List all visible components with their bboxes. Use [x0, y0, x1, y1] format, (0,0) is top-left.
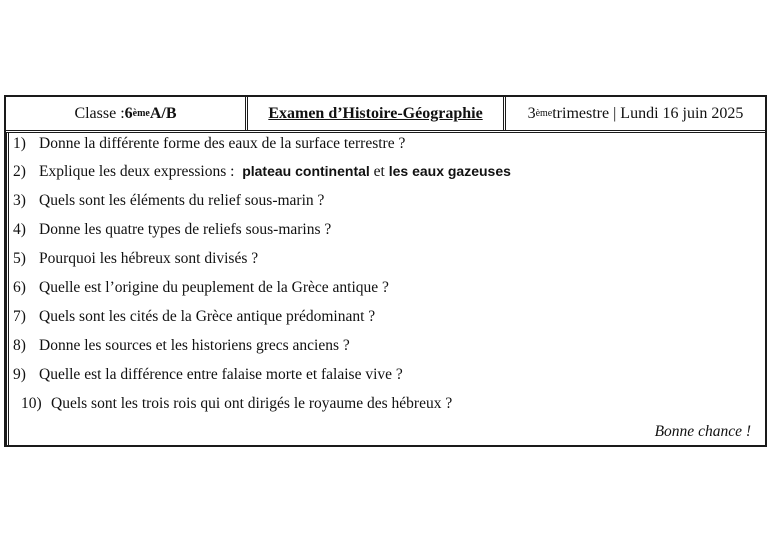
question-3: [13, 192, 324, 210]
question-text: Quels sont les trois rois qui ont dirigés le royaume des hébreux ?: [51, 395, 453, 412]
question-list: [6, 133, 765, 445]
question-text: Donne les sources et les historiens grecs anciens ?: [39, 337, 350, 354]
class-group: A/B: [149, 104, 177, 122]
signoff-text: Bonne chance !: [654, 423, 751, 440]
term-rest: trimestre | Lundi 16 juin 2025: [552, 104, 744, 122]
question-text: Quelle est l’origine du peuplement de la Grèce antique ?: [39, 279, 389, 296]
question-number: 3): [13, 192, 26, 209]
question-number: 5): [13, 250, 26, 267]
question-number: 4): [13, 221, 26, 238]
question-number: 1): [13, 135, 26, 152]
question-text: Quels sont les cités de la Grèce antique prédominant ?: [39, 308, 376, 325]
question-6: [13, 279, 389, 297]
exam-sheet: [4, 95, 767, 447]
question-7: [13, 308, 375, 326]
question-8: [13, 337, 350, 355]
question-10: [21, 395, 452, 413]
question-number: 7): [13, 308, 26, 325]
question-2: [13, 163, 511, 181]
exam-title: Examen d’Histoire-Géographie: [268, 104, 483, 122]
class-level: 6: [124, 104, 133, 122]
question-1: [13, 135, 405, 153]
question-number: 10): [21, 395, 42, 412]
question-9: [13, 366, 403, 384]
term-date-cell: 3 ème trimestre | Lundi 16 juin 2025: [527, 104, 744, 122]
question-4: [13, 221, 331, 239]
question-number: 9): [13, 366, 26, 383]
question-number: 6): [13, 279, 26, 296]
class-cell: Classe : 6 ème A/B: [6, 97, 248, 130]
question-text-mid: et: [369, 163, 389, 180]
question-text: Quelle est la différence entre falaise morte et falaise vive ?: [39, 366, 403, 383]
class-prefix: Classe :: [74, 104, 125, 122]
question-5: [13, 250, 258, 268]
question-text: Quels sont les éléments du relief sous-marin ?: [39, 192, 325, 209]
question-text: Donne les quatre types de reliefs sous-marins ?: [39, 221, 332, 238]
question-text: Explique les deux expressions :: [39, 163, 243, 180]
question-text: Pourquoi les hébreux sont divisés ?: [39, 250, 259, 267]
question-text: Donne la différente forme des eaux de la surface terrestre ?: [39, 135, 406, 152]
exam-header: [6, 97, 765, 133]
exam-title-cell: [248, 97, 506, 130]
question-number: 2): [13, 163, 26, 180]
term-plateau-continental: plateau continental: [242, 163, 370, 179]
term-eaux-gazeuses: les eaux gazeuses: [388, 163, 511, 179]
term-num: 3: [527, 104, 536, 122]
question-number: 8): [13, 337, 26, 354]
